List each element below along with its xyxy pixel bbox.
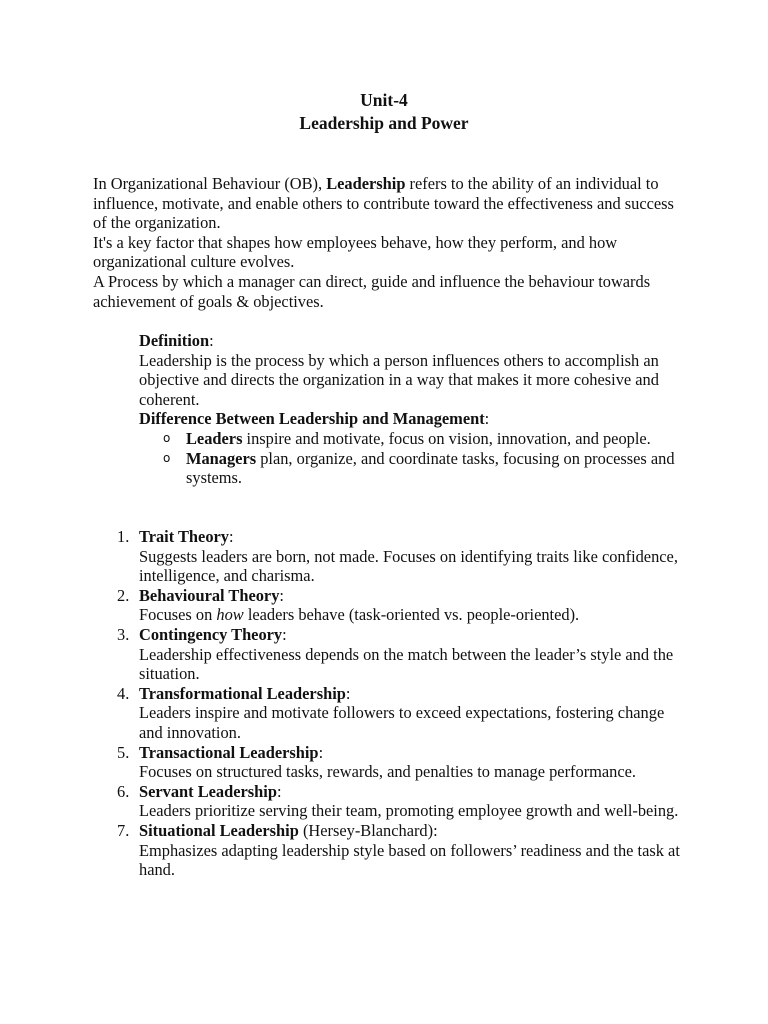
theory-name: Contingency Theory bbox=[139, 624, 283, 644]
theory-suffix: (Hersey-Blanchard): bbox=[298, 820, 438, 840]
definition-section bbox=[139, 331, 684, 488]
list-item bbox=[93, 625, 683, 684]
intro-paragraph-2: It's a key factor that shapes how employees behave, how they perform, and how organizational culture evolves. bbox=[93, 232, 618, 272]
theory-description bbox=[139, 762, 683, 782]
theory-name: Trait Theory bbox=[139, 527, 229, 546]
theory-heading bbox=[139, 586, 683, 606]
list-number: 3. bbox=[117, 624, 130, 644]
theory-suffix: : bbox=[282, 624, 287, 644]
difference-heading-line bbox=[139, 409, 684, 429]
theory-desc-emphasis: how bbox=[216, 605, 244, 625]
list-number: 5. bbox=[117, 742, 130, 762]
list-item bbox=[93, 684, 683, 743]
difference-heading: Difference Between Leadership and Management bbox=[139, 409, 485, 429]
list-item bbox=[139, 429, 684, 449]
list-number: 4. bbox=[117, 683, 130, 703]
intro-paragraph-3: A Process by which a manager can direct, guide and influence the behaviour towards achievement of goals & objectives. bbox=[93, 271, 651, 311]
theory-description bbox=[139, 645, 683, 684]
intro-section bbox=[93, 174, 683, 311]
theory-name: Situational Leadership bbox=[139, 820, 299, 840]
definition-text: Leadership is the process by which a person influences others to accomplish an objective and directs the organization in a way that makes it more cohesive and coherent. bbox=[139, 350, 659, 409]
bullet-marker: o bbox=[163, 450, 171, 465]
list-number: 2. bbox=[117, 585, 130, 605]
theory-name: Transformational Leadership bbox=[139, 683, 346, 703]
unit-title: Unit-4 bbox=[360, 90, 408, 110]
title-block bbox=[0, 89, 768, 134]
definition-heading: Definition bbox=[139, 331, 210, 350]
list-item bbox=[93, 586, 683, 625]
theory-desc-text: Focuses on bbox=[139, 605, 217, 625]
definition-heading-line bbox=[139, 331, 684, 351]
list-item bbox=[93, 821, 683, 880]
bullet-term: Managers bbox=[186, 448, 257, 468]
theory-suffix: : bbox=[276, 781, 282, 801]
theory-desc-text: Leaders prioritize serving their team, promoting employee growth and well-being. bbox=[139, 801, 679, 821]
theories-list bbox=[93, 527, 683, 880]
list-item bbox=[93, 527, 683, 586]
theory-description bbox=[139, 703, 683, 742]
theory-heading bbox=[139, 821, 683, 841]
theory-description bbox=[139, 841, 683, 880]
theory-suffix: : bbox=[345, 683, 351, 703]
bullet-text: plan, organize, and coordinate tasks, focusing on processes and systems. bbox=[186, 448, 675, 488]
theory-desc-text: Suggests leaders are born, not made. Focuses on identifying traits like confidence, intelligence, and charisma. bbox=[139, 546, 678, 586]
theory-description bbox=[139, 547, 683, 586]
theory-suffix: : bbox=[318, 742, 324, 762]
theory-desc-text: Leaders inspire and motivate followers to exceed expectations, fostering change and innovation. bbox=[139, 703, 665, 742]
theory-name: Behavioural Theory bbox=[139, 585, 280, 605]
theory-heading bbox=[139, 782, 683, 802]
theory-desc-text: Emphasizes adapting leadership style based on followers’ readiness and the task at hand. bbox=[139, 840, 680, 880]
theory-heading bbox=[139, 743, 683, 763]
difference-list bbox=[139, 429, 684, 488]
list-number: 7. bbox=[117, 820, 130, 840]
theory-description bbox=[139, 801, 683, 821]
list-item bbox=[139, 449, 684, 488]
theory-suffix: : bbox=[229, 527, 234, 546]
theory-suffix: : bbox=[279, 585, 284, 605]
page-title: Leadership and Power bbox=[299, 112, 469, 133]
theory-heading bbox=[139, 527, 683, 547]
bullet-text: inspire and motivate, focus on vision, innovation, and people. bbox=[242, 428, 651, 448]
bullet-term: Leaders bbox=[186, 428, 243, 448]
theory-desc-text: Leadership effectiveness depends on the match between the leader’s style and the situation. bbox=[139, 644, 674, 684]
leadership-term: Leadership bbox=[326, 174, 406, 193]
theory-heading bbox=[139, 625, 683, 645]
list-item bbox=[93, 743, 683, 782]
list-number: 1. bbox=[117, 527, 130, 546]
theory-name: Transactional Leadership bbox=[139, 742, 319, 762]
theory-name: Servant Leadership bbox=[139, 781, 277, 801]
theory-description bbox=[139, 605, 683, 625]
intro-text-pre: In Organizational Behaviour (OB), bbox=[93, 174, 327, 193]
intro-text-post: refers to the ability of an individual to influence, motivate, and enable others to contribute toward the effectiveness and success of the organization. bbox=[93, 174, 674, 233]
definition-colon: : bbox=[209, 331, 214, 350]
difference-colon: : bbox=[484, 409, 490, 429]
theory-desc-text: Focuses on structured tasks, rewards, and penalties to manage performance. bbox=[139, 762, 637, 782]
bullet-marker: o bbox=[163, 430, 171, 445]
theory-heading bbox=[139, 684, 683, 704]
list-item bbox=[93, 782, 683, 821]
list-number: 6. bbox=[117, 781, 130, 801]
theory-desc-text-end: leaders behave (task-oriented vs. people-oriented). bbox=[243, 605, 580, 625]
intro-paragraph-1 bbox=[93, 174, 683, 233]
